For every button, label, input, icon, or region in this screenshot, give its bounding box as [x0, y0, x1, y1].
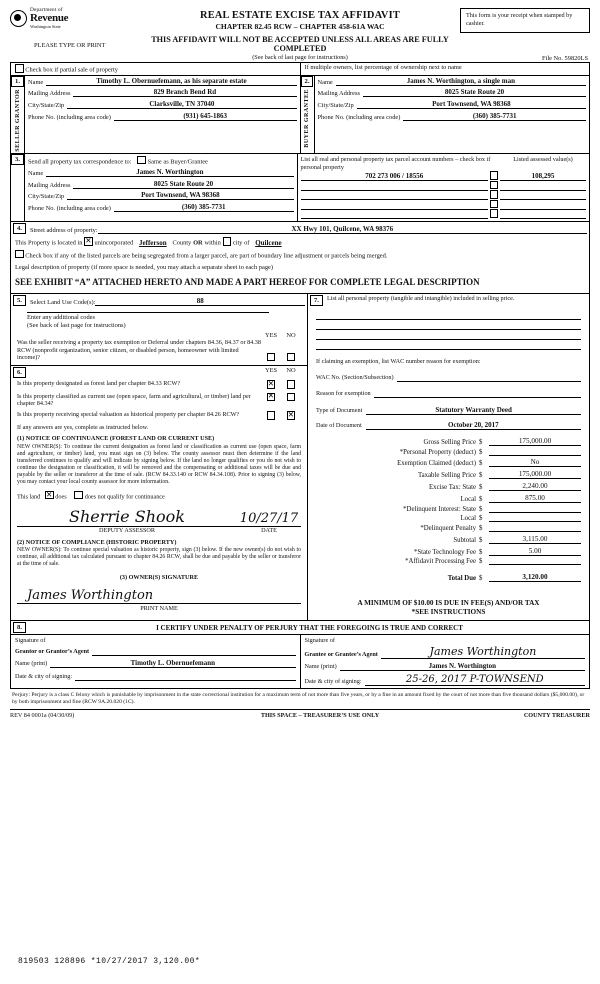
personal-property-line[interactable] — [316, 330, 581, 340]
parcel-personal-checkbox[interactable] — [490, 200, 499, 209]
buyer-citystate-label: City/State/Zip — [317, 101, 354, 109]
money-amount[interactable]: 5.00 — [489, 547, 581, 556]
corr-phone-label: Phone No. (including area code) — [28, 204, 111, 212]
dollar-sign: $ — [479, 448, 483, 456]
dollar-sign: $ — [479, 548, 483, 556]
yes-header-6: YES — [264, 367, 278, 374]
money-amount[interactable]: 875.00 — [489, 494, 581, 503]
personal-property-lines — [308, 306, 589, 350]
buyer-mailing-address[interactable]: 8025 State Route 20 — [363, 88, 586, 97]
reason-label: Reason for exemption — [316, 389, 371, 397]
parcel-personal-checkbox[interactable] — [490, 181, 499, 190]
certification-frame — [10, 621, 590, 689]
historic-question: Is this property receiving special valuation as historical property per chapter 84.26 RCW? — [17, 411, 240, 418]
grantee-date-label: Date & city of signing: — [304, 678, 362, 686]
perjury-note: Perjury: Perjury is a class C felony which is punishable by imprisonment in the state correctional institution for a maximum term of not more than five years, or by a fine in an amount fixed by the court of not more than five thousand dollars ($5,000.00), or by both imprisonment and fine (RCW 9A.20.020 (1C). — [12, 692, 585, 706]
notice-continuance-text: NEW OWNER(S): To continue the current designation as forest land or classification as current use (open space, farm and agriculture, or timber) land, you must sign on (3) below. The county assessor must then determine if the land transferred continues to qualify and will indicate by signing below. If the land no longer qualifies or you do not wish to continue the designation or classification, it will be removed and the compensating or additional taxes will be due and payable by the seller or transferor at the time of sale. (RCW 84.33.140 or RCW 84.34.108). Prior to signing (3) below, you may contact your local county assessor for more information. — [17, 444, 301, 485]
money-amount[interactable] — [489, 455, 581, 456]
this-land-label: This land — [17, 493, 41, 501]
buyer-name-label: Name — [317, 78, 333, 86]
dollar-sign: $ — [479, 505, 483, 513]
dollar-sign: $ — [479, 536, 483, 544]
seller-mailing-address[interactable]: 829 Branch Bend Rd — [73, 88, 296, 97]
deputy-assessor-label: DEPUTY ASSESSOR — [99, 526, 155, 534]
seller-name[interactable]: Timothy L. Obernuefemann, as his separate estate — [46, 77, 296, 86]
grantor-name[interactable]: Timothy L. Obernuefemann — [50, 659, 295, 668]
dollar-sign: $ — [479, 460, 483, 468]
dollar-sign: $ — [479, 515, 483, 523]
form-warning: THIS AFFIDAVIT WILL NOT BE ACCEPTED UNLESS ALL AREAS ARE FULLY COMPLETED — [151, 35, 449, 53]
corr-citystatezip[interactable]: Port Townsend, WA 98368 — [67, 191, 293, 200]
seller-citystate-label: City/State/Zip — [28, 101, 65, 109]
right-column — [308, 294, 589, 621]
dollar-sign: $ — [479, 484, 483, 492]
money-label: Subtotal — [453, 536, 476, 544]
seller-exemption-question: Was the seller receiving a property tax exemption or Deferral under chapters 84.36, 84.37 or 84.38 RCW (nonprofit organization, senior citizen, or disabled person, homeowner with limited income)? — [17, 338, 261, 362]
corr-mailing-label: Mailing Address — [28, 181, 71, 189]
seller-name-label: Name — [28, 78, 44, 86]
date-label: DATE — [261, 526, 277, 534]
seller-vertical-label: SELLER GRANTOR — [14, 88, 21, 152]
dollar-sign: $ — [479, 472, 483, 480]
wac-value[interactable] — [397, 381, 581, 382]
see-back-label: (See back of last page for instructions) — [27, 321, 126, 329]
notice-compliance-title: (2) NOTICE OF COMPLIANCE (HISTORIC PROPERTY) — [17, 538, 177, 546]
forest-section — [11, 366, 307, 613]
minimum-fee-note: A MINIMUM OF $10.00 IS DUE IN FEE(S) AND/OR TAX — [357, 599, 540, 608]
buyer-citystatezip[interactable]: Port Townsend, WA 98368 — [357, 100, 586, 109]
unincorporated-checkbox[interactable] — [84, 237, 93, 246]
doc-date-value[interactable]: October 20, 2017 — [366, 421, 581, 430]
money-row — [316, 492, 581, 504]
money-amount[interactable]: No — [489, 458, 581, 467]
section-number-6: 6. — [13, 367, 26, 378]
legal-description-label: Legal description of property (if more space is needed, you may attach a separate sheet to each page) — [15, 263, 273, 271]
grantee-date[interactable]: 25-26, 2017 P-TOWNSEND — [405, 674, 544, 686]
treasurer-stamp: 819503 128896 *10/27/2017 3,120.00* — [18, 957, 201, 966]
receipt-note: This form is your receipt when stamped by cashier. — [460, 8, 590, 33]
correspondence-instruction: Send all property tax correspondence to: — [28, 158, 132, 166]
money-amount[interactable]: 2,240.00 — [489, 482, 581, 491]
money-row — [316, 567, 581, 583]
land-use-section — [11, 294, 307, 366]
buyer-phone-label: Phone No. (including area code) — [317, 113, 401, 121]
reason-value[interactable] — [374, 397, 581, 398]
form-instructions-note: (See back of last page for instructions) — [252, 54, 348, 61]
agency-dept: Department of — [30, 7, 63, 13]
does-not-label: does not qualify for continuance — [84, 493, 165, 501]
print-name-label: PRINT NAME — [140, 605, 178, 613]
parcel-table — [301, 171, 587, 219]
historic-yes-checkbox[interactable] — [267, 411, 276, 420]
money-label: Taxable Selling Price — [417, 472, 476, 480]
form-chapter: CHAPTER 82.45 RCW – CHAPTER 458-61A WAC — [215, 22, 385, 31]
deputy-assessor-date[interactable]: 10/27/17 — [239, 510, 299, 526]
money-row — [316, 514, 581, 524]
corr-phone[interactable]: (360) 385-7731 — [114, 203, 294, 212]
dollar-sign: $ — [479, 558, 483, 566]
partial-sale-row — [11, 63, 300, 75]
money-amount[interactable] — [489, 564, 581, 565]
money-label: *Personal Property (deduct) — [399, 448, 476, 456]
parcel-personal-checkbox[interactable] — [490, 209, 499, 218]
grantee-sign-block — [300, 635, 590, 688]
grantor-sign-block — [11, 635, 300, 688]
grantor-signature-label: Signature of — [15, 637, 46, 645]
section-number-1: 1. — [11, 76, 24, 87]
money-row — [316, 504, 581, 514]
form-revision: REV 84 0001a (04/30/09) — [10, 711, 75, 719]
notice-compliance-text: NEW OWNER(S): To continue special valuation as historic property, sign (3) below. If the new owner(s) do not wish to continue, all additional tax calculated pursuant to chapter 84.26 RCW, shall be due and payable by the seller or transferor at the time of sale. — [17, 547, 301, 568]
money-row — [316, 557, 581, 567]
grantee-name[interactable]: James N. Worthington — [340, 662, 585, 671]
money-label: Gross Selling Price — [423, 438, 476, 446]
land-use-label: Select Land Use Code(s): — [29, 299, 96, 307]
see-instructions-note: *SEE INSTRUCTIONS — [411, 608, 486, 617]
grantor-signature-label-2: Grantor or Grantor’s Agent — [15, 648, 90, 656]
deputy-assessor-signature-row — [11, 501, 307, 527]
dollar-sign: $ — [479, 525, 483, 533]
personal-property-header: List all personal property (tangible and intangible) included in selling price. — [326, 295, 515, 303]
doc-type-value[interactable]: Statutory Warranty Deed — [366, 406, 581, 415]
same-as-buyer-checkbox[interactable] — [137, 156, 146, 165]
money-section — [308, 430, 589, 584]
parcel-block — [297, 154, 590, 221]
corr-name[interactable]: James N. Worthington — [46, 168, 293, 177]
seller-citystatezip[interactable]: Clarksville, TN 37040 — [67, 100, 296, 109]
seller-phone-label: Phone No. (including area code) — [28, 113, 111, 121]
grantee-signature[interactable]: James Worthington — [429, 645, 537, 659]
parcel-number[interactable]: 702 273 006 / 18556 — [365, 171, 424, 180]
parties-frame — [10, 62, 590, 222]
section-number-3: 3. — [11, 154, 24, 165]
street-address-label: Street address of property: — [29, 227, 98, 235]
city-name[interactable]: Quilcene — [255, 238, 282, 247]
seller-exemption-yes-checkbox[interactable] — [267, 353, 276, 362]
main-lower-frame — [10, 294, 590, 622]
money-label: Exemption Claimed (deduct) — [397, 460, 476, 468]
city-of-label: city of — [232, 239, 250, 247]
county-treasurer-label: COUNTY TREASURER — [523, 711, 590, 719]
please-type-label: PLEASE TYPE OR PRINT — [34, 42, 106, 49]
continuance-qualify-row — [11, 486, 307, 501]
certification-title: I CERTIFY UNDER PENALTY OF PERJURY THAT THE FOREGOING IS TRUE AND CORRECT — [156, 623, 463, 632]
corr-citystate-label: City/State/Zip — [28, 193, 65, 201]
reason-row — [308, 382, 589, 398]
owner-signature-title: (3) OWNER(S) SIGNATURE — [119, 574, 199, 582]
grantor-signature-field[interactable] — [92, 645, 295, 656]
within-label: within — [204, 239, 221, 247]
segregation-row — [11, 248, 589, 261]
buyer-mailing-label: Mailing Address — [317, 90, 360, 98]
grantor-date-label: Date & city of signing: — [15, 673, 73, 681]
parcel-personal-checkbox[interactable] — [490, 171, 499, 180]
table-row — [301, 200, 587, 210]
table-row — [301, 171, 587, 181]
no-header-5: NO — [286, 331, 296, 339]
assessed-header: Listed assessed value(s) — [513, 155, 573, 163]
money-row — [316, 481, 581, 493]
money-label: *Affidavit Processing Fee — [405, 558, 476, 566]
money-label: *Delinquent Penalty — [420, 525, 476, 533]
money-amount[interactable]: 175,000.00 — [489, 437, 581, 446]
money-row — [316, 524, 581, 534]
section-number-2: 2. — [301, 76, 314, 87]
located-label: This Property is located in — [15, 239, 83, 247]
money-amount[interactable] — [489, 512, 581, 513]
parcel-personal-checkbox[interactable] — [490, 190, 499, 199]
partial-sale-label: Check box if partial sale of property — [25, 66, 118, 74]
money-label: Local — [460, 515, 476, 523]
money-amount[interactable]: 175,000.00 — [489, 470, 581, 479]
table-row — [301, 190, 587, 200]
form-title: REAL ESTATE EXCISE TAX AFFIDAVIT — [199, 10, 401, 21]
does-label: does — [55, 493, 67, 501]
money-label: Excise Tax: State — [429, 484, 476, 492]
multiple-owners-label: If multiple owners, list percentage of ownership next to name — [300, 63, 590, 75]
footer-row — [10, 709, 590, 720]
does-not-qualify-checkbox[interactable] — [74, 491, 83, 500]
partial-sale-checkbox[interactable] — [15, 64, 24, 73]
table-row — [301, 181, 587, 191]
wac-label: WAC No. (Section/Subsection) — [316, 374, 394, 381]
file-number: File No. 59820LS — [542, 55, 588, 62]
section-number-8: 8. — [13, 622, 26, 633]
additional-codes-label: Enter any additional codes — [27, 313, 95, 321]
seller-exemption-no-checkbox[interactable] — [287, 353, 296, 362]
dollar-sign: $ — [479, 438, 483, 446]
seller-phone[interactable]: (931) 645-1863 — [114, 112, 297, 121]
money-amount[interactable] — [489, 521, 581, 522]
revenue-logo-icon — [10, 10, 27, 27]
buyer-name[interactable]: James N. Worthington, a single man — [336, 77, 586, 86]
treasurer-space-label: THIS SPACE – TREASURER’S USE ONLY — [260, 711, 380, 719]
current-use-no-checkbox[interactable] — [287, 393, 296, 402]
no-header-6: NO — [286, 367, 296, 374]
grantor-name-label: Name (print) — [15, 660, 48, 668]
segregation-label: Check box if any of the listed parcels are being segregated from a larger parcel, are part of boundary line adjustment or parcels being merged. — [25, 252, 388, 260]
money-amount[interactable] — [489, 531, 581, 532]
grantor-date[interactable] — [75, 671, 295, 681]
corr-mailing-address[interactable]: 8025 State Route 20 — [73, 180, 293, 189]
county-word: County — [172, 239, 192, 247]
seller-block — [11, 76, 300, 154]
money-row — [316, 545, 581, 557]
notice-continuance-title: (1) NOTICE OF CONTINUANCE (FOREST LAND OR CURRENT USE) — [17, 435, 215, 443]
forest-land-no-checkbox[interactable] — [287, 380, 296, 389]
personal-property-line[interactable] — [316, 340, 581, 350]
money-row — [316, 534, 581, 546]
if-any-answers-note: If any answers are yes, complete as instructed below. — [17, 423, 149, 431]
buyer-block — [300, 76, 590, 154]
land-use-code[interactable]: 88 — [95, 297, 305, 306]
money-label: Total Due — [447, 574, 476, 582]
money-row — [316, 436, 581, 448]
county-name[interactable]: Jefferson — [139, 238, 167, 247]
property-frame — [10, 222, 590, 294]
agency-name: Revenue — [30, 12, 69, 25]
current-use-yes-checkbox[interactable] — [267, 393, 276, 402]
agency-sub: Washington State — [30, 24, 61, 29]
doc-date-label: Date of Document — [316, 421, 362, 429]
parcel-assessed-value[interactable]: 108,295 — [531, 171, 555, 180]
wac-row — [308, 366, 589, 382]
personal-property-line[interactable] — [316, 320, 581, 330]
does-qualify-checkbox[interactable] — [45, 491, 54, 500]
doc-type-row — [308, 398, 589, 415]
left-column — [11, 294, 308, 621]
agency-logo — [10, 8, 140, 30]
forest-land-question: Is this property designated as forest land per chapter 84.33 RCW? — [17, 380, 181, 387]
money-label: Local — [460, 495, 476, 503]
buyer-phone[interactable]: (360) 385-7731 — [403, 112, 586, 121]
money-label: *Delinquent Interest: State — [403, 505, 476, 513]
exemption-prompt: If claiming an exemption, list WAC number reason for exemption: — [316, 358, 481, 366]
forest-land-yes-checkbox[interactable] — [267, 380, 276, 389]
section-number-7: 7. — [310, 295, 323, 306]
yes-header-5: YES — [264, 331, 278, 339]
seller-mailing-label: Mailing Address — [28, 90, 71, 98]
money-label: *State Technology Fee — [413, 548, 476, 556]
money-amount[interactable]: 3,120.00 — [489, 573, 581, 582]
same-as-buyer-label: Same as Buyer/Grantee — [147, 158, 208, 166]
deputy-assessor-signature[interactable]: Sherrie Shook — [69, 506, 185, 526]
dollar-sign: $ — [479, 574, 483, 582]
street-address[interactable]: XX Hwy 101, Quilcene, WA 98376 — [98, 225, 587, 234]
city-checkbox[interactable] — [223, 237, 232, 246]
money-row — [316, 457, 581, 469]
current-use-question: Is this property classified as current use (open space, farm and agricultural, or timber) land per chapter 84.34? — [17, 392, 251, 408]
corr-name-label: Name — [28, 170, 44, 178]
owner-signature[interactable]: James Worthington — [27, 588, 154, 604]
or-word: OR — [193, 239, 203, 247]
grantee-signature-label: Signature of — [304, 637, 335, 645]
money-amount[interactable]: 3,115.00 — [489, 535, 581, 544]
dollar-sign: $ — [479, 495, 483, 503]
table-row — [301, 209, 587, 219]
segregation-checkbox[interactable] — [15, 250, 24, 259]
grantee-name-label: Name (print) — [304, 663, 337, 671]
doc-type-label: Type of Document — [316, 406, 363, 414]
legal-description-text: SEE EXHIBIT “A” ATTACHED HERETO AND MADE A PART HEREOF FOR COMPLETE LEGAL DESCRIPTION — [15, 276, 480, 287]
section-number-4: 4. — [13, 223, 26, 234]
form-title-block — [140, 8, 460, 61]
personal-property-line[interactable] — [316, 310, 581, 320]
doc-date-row — [308, 415, 589, 430]
money-row — [316, 447, 581, 457]
grantee-signature-label-2: Grantee or Grantee’s Agent — [304, 651, 378, 659]
historic-no-checkbox[interactable] — [287, 411, 296, 420]
parcel-header: List all real and personal property tax parcel account numbers – check box if personal property — [300, 155, 491, 171]
section-number-5: 5. — [13, 295, 26, 306]
buyer-vertical-label: BUYER GRANTEE — [304, 88, 310, 148]
location-row — [11, 236, 589, 249]
unincorporated-label: unincorporated — [94, 239, 134, 247]
correspondence-block — [11, 154, 297, 221]
money-row — [316, 469, 581, 481]
